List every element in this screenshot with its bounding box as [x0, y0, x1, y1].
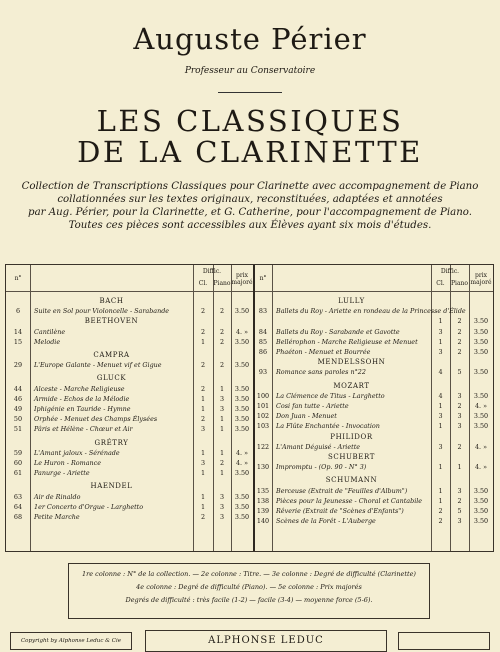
price: 4. »: [235, 327, 249, 336]
clarinet-difficulty: 1: [200, 448, 206, 457]
composer-heading: SCHUBERT: [327, 453, 376, 461]
piece-title: La Flûte Enchantée - Invocation: [276, 422, 380, 431]
clarinet-difficulty: 3: [438, 327, 443, 336]
composer-heading: GRÉTRY: [94, 438, 129, 447]
catalog-number: 51: [13, 425, 23, 434]
catalog-number: 122: [256, 442, 270, 451]
clarinet-difficulty: 4: [438, 368, 443, 377]
header-number: n°: [259, 275, 267, 282]
catalog-number: 46: [13, 394, 23, 403]
description-line: Collection de Transcriptions Classiques pour Clarinette avec accompagnement de Piano: [21, 181, 479, 192]
composer-heading: SCHUMANN: [325, 476, 378, 485]
price: 3.50: [473, 368, 489, 377]
piano-difficulty: 3: [457, 391, 462, 400]
composer-heading: GLUCK: [96, 374, 127, 383]
piece-title: Panurge - Ariette: [34, 469, 90, 478]
piece-title: Bellérophon - Marche Religieuse et Menuet: [276, 337, 418, 346]
piece-title: Ballets du Roy - Ariette en rondeau de la Princesse d'Élide: [276, 307, 466, 316]
clarinet-difficulty: 1: [200, 405, 206, 413]
piano-difficulty: 2: [457, 496, 462, 505]
price: 4. »: [474, 463, 488, 472]
price: 4. »: [474, 442, 488, 451]
clarinet-difficulty: 3: [200, 459, 206, 467]
legend-line: 4e colonne : Degré de difficulté (Piano). — 5e colonne : Prix majorés: [136, 583, 362, 591]
clarinet-difficulty: 1: [200, 394, 206, 403]
catalog-number: 86: [258, 348, 268, 356]
piano-difficulty: 3: [219, 405, 225, 413]
piece-title: Don Juan - Menuet: [276, 412, 337, 421]
catalog-number: 61: [13, 469, 23, 478]
piano-difficulty: 2: [219, 361, 225, 370]
piano-difficulty: 3: [457, 412, 462, 421]
price: 3.50: [234, 415, 250, 424]
composer-heading: CAMPRA: [93, 351, 130, 359]
catalog-number: 138: [256, 496, 270, 505]
piece-title: 1er Concerto d'Orgue - Larghetto: [34, 502, 144, 511]
catalog-table: [5, 264, 494, 552]
piece-title: L'Amant Déguisé - Ariette: [276, 442, 361, 451]
col-line: [30, 265, 31, 551]
clarinet-difficulty: 1: [438, 402, 443, 410]
piece-title: Impromptu - (Op. 90 - N° 3): [276, 463, 367, 472]
piano-difficulty: 2: [457, 442, 462, 451]
price: 3.50: [473, 507, 489, 515]
catalog-number: 63: [13, 492, 23, 501]
clarinet-difficulty: 4: [438, 391, 443, 400]
price: 3.50: [473, 327, 489, 336]
header-rule: [6, 291, 493, 292]
composer-heading: HAENDEL: [90, 482, 133, 491]
piano-difficulty: 3: [457, 422, 462, 431]
piano-difficulty: 1: [457, 463, 462, 472]
header-difficulty: Diffic.: [202, 268, 222, 275]
piece-title: Ballets du Roy - Sarabande et Gavotte: [276, 327, 400, 336]
catalog-number: 64: [13, 502, 23, 511]
price: 3.50: [473, 412, 489, 421]
piece-title: Phaéton - Menuet et Bourrée: [276, 348, 371, 356]
piece-title: Pièces pour la Jeunesse - Choral et Cantabile: [276, 496, 423, 505]
piece-title: Suite en Sol pour Violoncelle - Sarabande: [34, 307, 170, 316]
piano-difficulty: 3: [457, 486, 462, 495]
price: 3.50: [234, 405, 250, 413]
price: 3.50: [473, 337, 489, 346]
piano-difficulty: 5: [457, 507, 462, 515]
piece-title: Alceste - Marche Religieuse: [34, 384, 125, 393]
clarinet-difficulty: 2: [200, 307, 206, 316]
piece-title: Rêverie (Extrait de "Scènes d'Enfants"): [276, 507, 404, 515]
legend-line: Degrés de difficulté : très facile (1-2) — facile (3-4) — moyenne force (5-6).: [125, 596, 373, 604]
piano-difficulty: 2: [219, 337, 225, 346]
clarinet-difficulty: 1: [200, 492, 206, 501]
clarinet-difficulty: 2: [200, 327, 206, 336]
clarinet-difficulty: 2: [200, 415, 206, 424]
clarinet-difficulty: 1: [438, 337, 443, 346]
catalog-number: 68: [13, 513, 23, 521]
price: 3.50: [473, 391, 489, 400]
piece-title: Petite Marche: [34, 513, 80, 521]
clarinet-difficulty: 2: [438, 517, 443, 526]
header-number: n°: [14, 275, 22, 282]
price: 3.50: [234, 502, 250, 511]
piano-difficulty: 2: [457, 348, 462, 356]
piano-difficulty: 3: [219, 394, 225, 403]
clarinet-difficulty: 1: [200, 469, 206, 478]
price-box: [398, 632, 490, 650]
composer-heading: MENDELSSOHN: [317, 358, 386, 367]
price: 3.50: [234, 469, 250, 478]
catalog-number: 6: [15, 307, 21, 316]
piano-difficulty: 5: [457, 368, 462, 377]
catalog-number: 29: [13, 361, 23, 370]
price: 3.50: [473, 348, 489, 356]
piece-title: Armide - Echos de la Mélodie: [34, 394, 130, 403]
header-price: prix majoré: [231, 272, 253, 286]
catalog-number: 59: [13, 448, 23, 457]
piece-title: Iphigénie en Tauride - Hymne: [34, 405, 131, 413]
catalog-number: 130: [256, 463, 270, 472]
price: 3.50: [234, 384, 250, 393]
piece-title: Cosi fan tutte - Ariette: [276, 402, 349, 410]
catalog-number: 102: [256, 412, 270, 421]
piano-difficulty: 2: [219, 307, 225, 316]
price: 4. »: [235, 448, 249, 457]
price: 3.50: [473, 486, 489, 495]
header-clarinet: Cl.: [436, 280, 445, 287]
price: 3.50: [473, 422, 489, 431]
composer-heading: BEETHOVEN: [84, 317, 139, 326]
piano-difficulty: 1: [219, 469, 225, 478]
clarinet-difficulty: 1: [438, 486, 443, 495]
header-piano: Piano: [450, 280, 468, 287]
catalog-number: 50: [13, 415, 23, 424]
header-clarinet: Cl.: [198, 280, 208, 287]
price: 4. »: [235, 459, 249, 467]
price: 4. »: [474, 402, 488, 410]
piano-difficulty: 1: [219, 384, 225, 393]
title-line-2: DE LA CLARINETTE: [77, 135, 423, 169]
piano-difficulty: 2: [457, 402, 462, 410]
catalog-number: 139: [256, 507, 270, 515]
composer-heading: MOZART: [333, 381, 370, 390]
piano-difficulty: 3: [219, 502, 225, 511]
clarinet-difficulty: 2: [200, 361, 206, 370]
piano-difficulty: 3: [219, 492, 225, 501]
legend-line: 1re colonne : N° de la collection. — 2e colonne : Titre. — 3e colonne : Degré de difficulté (Clarinette): [82, 570, 416, 578]
description-line: par Aug. Périer, pour la Clarinette, et G. Catherine, pour l'accompagnement de Piano.: [28, 207, 472, 218]
catalog-number: 135: [256, 486, 270, 495]
catalog-number: 103: [256, 422, 270, 431]
price: 3.50: [234, 492, 250, 501]
clarinet-difficulty: 3: [438, 442, 443, 451]
clarinet-difficulty: 3: [438, 412, 443, 421]
clarinet-difficulty: 2: [438, 507, 443, 515]
price: 3.50: [234, 337, 250, 346]
description-line: collationnées sur les textes originaux, reconstituées, adaptées et annotées: [57, 194, 443, 205]
piano-difficulty: 2: [219, 327, 225, 336]
composer-heading: PHILIDOR: [330, 432, 373, 441]
clarinet-difficulty: 1: [438, 496, 443, 505]
copyright-box: Copyright by Alphonse Leduc & Cie: [10, 632, 132, 650]
header-price: prix majoré: [470, 272, 492, 286]
piece-title: Le Huron - Romance: [34, 459, 101, 467]
clarinet-difficulty: 1: [200, 337, 206, 346]
composer-heading: BACH: [99, 297, 124, 305]
catalog-number: 84: [258, 327, 268, 336]
price: 3.50: [234, 394, 250, 403]
piece-title: L'Amant jaloux - Sérénade: [34, 448, 120, 457]
piano-difficulty: 3: [219, 513, 225, 521]
piece-title: Romance sans paroles n°22: [276, 368, 366, 377]
price: 3.50: [473, 317, 489, 326]
legend-box: [68, 563, 430, 619]
price: 3.50: [473, 517, 489, 526]
composer-heading: LULLY: [338, 297, 365, 305]
piece-title: Pâris et Hélène - Chœur et Air: [34, 425, 133, 434]
piano-difficulty: 1: [219, 448, 225, 457]
col-line: [272, 265, 273, 551]
clarinet-difficulty: 3: [438, 348, 443, 356]
piano-difficulty: 1: [219, 415, 225, 424]
piano-difficulty: 3: [457, 517, 462, 526]
catalog-number: 140: [256, 517, 270, 526]
price: 3.50: [473, 496, 489, 505]
piano-difficulty: 2: [457, 327, 462, 336]
price: 3.50: [234, 425, 250, 434]
piece-title: Air de Rinaldo: [34, 492, 81, 501]
clarinet-difficulty: 3: [200, 425, 206, 434]
description-line: Toutes ces pièces sont accessibles aux Élèves ayant six mois d'études.: [68, 220, 432, 231]
catalog-number: 85: [258, 337, 268, 346]
clarinet-difficulty: 1: [200, 502, 206, 511]
publisher-box: ALPHONSE LEDUC: [145, 630, 387, 652]
price: 3.50: [234, 513, 250, 521]
catalog-number: 14: [13, 327, 23, 336]
catalog-number: 101: [256, 402, 270, 410]
piece-title: Melodie: [34, 337, 61, 346]
divider: [218, 92, 282, 93]
piano-difficulty: 2: [219, 459, 225, 467]
header-piano: Piano: [213, 280, 231, 287]
price: 3.50: [234, 307, 250, 316]
piano-difficulty: 1: [219, 425, 225, 434]
catalog-number: 60: [13, 459, 23, 467]
catalog-number: 49: [13, 405, 23, 413]
catalog-number: 93: [258, 368, 268, 377]
piece-title: Cantilène: [34, 327, 66, 336]
clarinet-difficulty: 1: [438, 422, 443, 431]
clarinet-difficulty: 2: [200, 384, 206, 393]
price: 3.50: [234, 361, 250, 370]
piano-difficulty: 2: [457, 317, 462, 326]
catalog-number: 44: [13, 384, 23, 393]
catalog-number: 15: [13, 337, 23, 346]
title-line-1: LES CLASSIQUES: [96, 104, 404, 138]
author-name: Auguste Périer: [133, 22, 367, 56]
catalog-number: 83: [258, 307, 268, 316]
piece-title: La Clémence de Titus - Larghetto: [276, 391, 385, 400]
piece-title: Berceuse (Extrait de "Feuilles d'Album"): [276, 486, 408, 495]
clarinet-difficulty: 1: [438, 317, 443, 326]
piece-title: Orphée - Menuet des Champs Élysées: [34, 415, 158, 424]
clarinet-difficulty: 2: [200, 513, 206, 521]
catalog-number: 100: [256, 391, 270, 400]
clarinet-difficulty: 1: [438, 463, 443, 472]
piano-difficulty: 2: [457, 337, 462, 346]
piece-title: L'Europe Galante - Menuet vif et Gigue: [34, 361, 162, 370]
author-role: Professeur au Conservatoire: [184, 66, 316, 76]
header-difficulty: Diffic.: [440, 268, 460, 275]
piece-title: Scènes de la Forêt - L'Auberge: [276, 517, 376, 526]
